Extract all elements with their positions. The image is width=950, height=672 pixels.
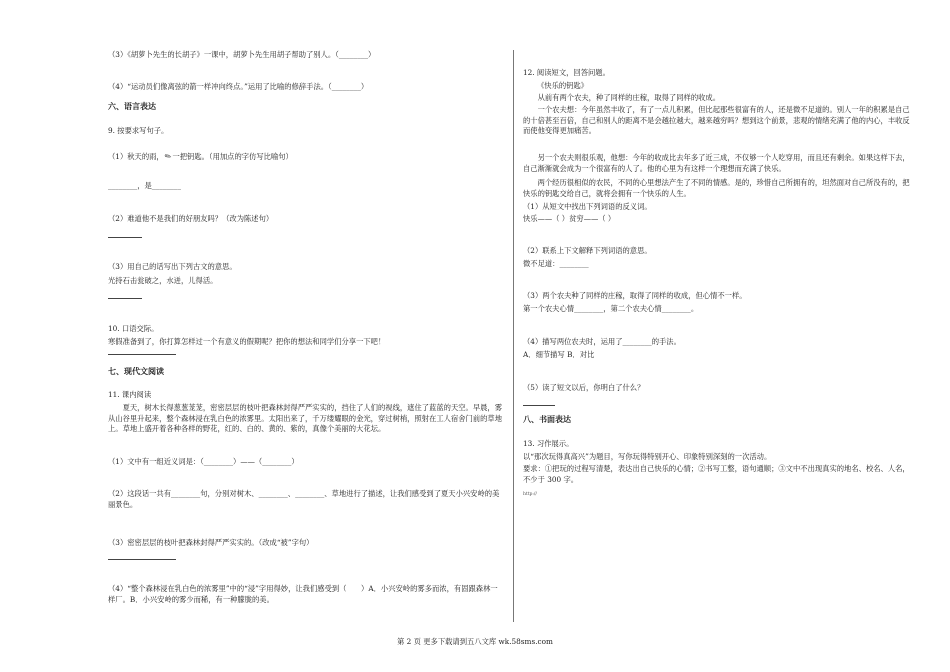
q13-requirements: 要求：①把玩的过程写清楚，表达出自己快乐的心情；②书写工整，语句通顺；③文中不出现真实的地名、校名、人名，不少于 300 字。: [523, 464, 910, 484]
q12-4-options: A．细节描写 B．对比: [523, 350, 595, 359]
q9-1-answer: ________，是________: [108, 181, 181, 190]
q12-1-answer: 快乐——（ ）贫穷——（ ）: [523, 214, 616, 223]
q12-paragraph-4: 两个经历很相似的农民，不同的心里想法产生了不同的情感。是的，珍惜自己所拥有的，坦然面对自己所没有的，把快乐的钥匙交给自己，就将会拥有一个快乐的人生。: [523, 178, 910, 198]
q3-statement: （3）《胡萝卜先生的长胡子》一课中，胡萝卜先生用胡子帮助了别人。（________）: [108, 50, 376, 59]
q11-passage: 夏天，树木长得葱葱茏茏，密密层层的枝叶把森林封得严严实实的，挡住了人们的视线，遮住了蓝蓝的天空。早晨，雾从山谷里升起来，整个森林浸在乳白色的浓雾里。太阳出来了，千万缕耀眼的金光，穿过树梢，照射在工人宿舍门前的草地上。草地上盛开着各种各样的野花，红的、白的、黄的、紫的，真像个美丽的大花坛。: [108, 403, 503, 434]
q9-3-answer-line[interactable]: [108, 297, 142, 299]
q11-3-answer-line[interactable]: [108, 558, 176, 560]
q9-2-answer-line[interactable]: [108, 236, 142, 238]
q13-prompt: 以“那次玩得真高兴”为题目，写你玩得特别开心、印象特别深刻的一次活动。: [523, 452, 772, 461]
q12-2-answer: 微不足道：________: [523, 259, 589, 268]
q12-paragraph-3: 另一个农夫则很乐观，他想：今年的收成比去年多了近三成，不仅够一个人吃穿用，而且还有剩余。如果这样下去，自己渐渐就会成为一个很富有的人了。他的心里为有这样一个理想而充满了快乐。: [523, 153, 910, 173]
q12-3: （3）两个农夫种了同样的庄稼，取得了同样的收成，但心情不一样。: [523, 291, 747, 300]
pen-stroke-icon: ✎: [162, 150, 174, 163]
section-6-heading: 六、语言表达: [108, 102, 156, 111]
q12-2: （2）联系上下文解释下列词语的意思。: [523, 246, 652, 255]
q4-statement: （4）“运动员们像离弦的箭一样冲向终点。”运用了比喻的修辞手法。（________）: [108, 82, 369, 91]
q13-title: 13. 习作展示。: [523, 439, 574, 448]
q10-answer-line[interactable]: [108, 353, 176, 355]
q10-title: 10. 口语交际。: [108, 324, 159, 333]
q11-4: （4）“整个森林浸在乳白色的浓雾里”中的“浸”字用得妙，让我们感受到（ ）A．小兴安岭的雾多而浓，有固跟森林一样厂。B．小兴安岭的雾少而稀，有一种朦胧的美。: [108, 584, 498, 604]
q12-title: 12. 阅读短文，回答问题。: [523, 68, 610, 77]
page-footer: 第 2 页 更多下载请到五八文库 wk.58sms.com: [397, 637, 553, 646]
column-divider: [513, 50, 514, 622]
q9-3: （3）用自己的话写出下列古文的意思。: [108, 262, 237, 271]
q11-3: （3）密密层层的枝叶把森林封得严严实实的。（改成“被”字句）: [108, 538, 314, 547]
q9-1: [108, 151, 293, 163]
q11-title: 11. 课内阅读: [108, 390, 152, 399]
q12-story-title: 《快乐的钥匙》: [537, 81, 589, 90]
q9-title: 9. 按要求写句子。: [108, 126, 169, 135]
q9-3-classical-text: 光持石击瓮破之，水迸，儿得活。: [108, 276, 218, 285]
q9-1-suffix: 一把钥匙。（用加点的字仿写比喻句）: [172, 152, 293, 161]
q12-1: （1）从短文中找出下列词语的反义词。: [523, 202, 652, 211]
q13-small-mark: http://: [523, 492, 537, 497]
q9-1-prefix: （1）秋天的雨，: [108, 152, 164, 161]
q11-1: （1）文中有一组近义词是：（________）——（________）: [108, 457, 299, 466]
q11-2: （2）这段话一共有________句，分别对树木、________、________、草地进行了描述，让我们感受到了夏天小兴安岭的美丽景色。: [108, 489, 500, 509]
q12-paragraph-1: 从前有两个农夫，种了同样的庄稼，取得了同样的收成。: [537, 93, 721, 102]
q12-paragraph-2: 一个农夫想：今年虽然丰收了，有了一点儿积累，但比起那些很富有的人，还是微不足道的。别人一年的积累是自己的十倍甚至百倍，自己和别人的距离不是会越拉越大，越来越穷吗？想到这个前景，悲观的情绪充满了他的内心，丰收反而使他变得更加痛苦。: [523, 105, 910, 136]
q12-3-answer: 第一个农夫心情________，第二个农夫心情________。: [523, 304, 699, 313]
q9-2: （2）难道他不是我们的好朋友吗？（改为陈述句）: [108, 214, 274, 223]
q12-4: （4）描写两位农夫时，运用了________的手法。: [523, 337, 681, 346]
q10-text: 寒假准备到了，你打算怎样过一个有意义的假期呢？把你的想法和同学们分享一下吧！: [108, 337, 386, 346]
section-7-heading: 七、现代文阅读: [108, 367, 164, 376]
q12-5-answer-line[interactable]: [523, 404, 555, 406]
q12-5: （5）读了短文以后，你明白了什么？: [523, 383, 645, 392]
section-8-heading: 八、书面表达: [523, 415, 571, 424]
